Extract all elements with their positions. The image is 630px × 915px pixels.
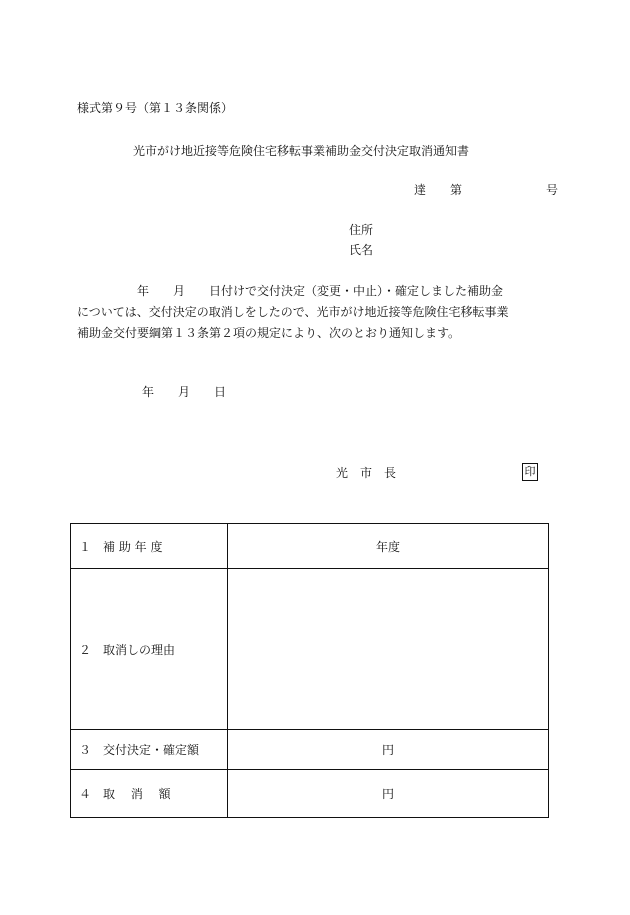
table-row xyxy=(71,524,549,569)
cancelled-amount-value: 円 xyxy=(228,770,549,818)
document-title: 光市がけ地近接等危険住宅移転事業補助金交付決定取消通知書 xyxy=(133,144,470,158)
form-number: 様式第９号（第１３条関係） xyxy=(77,101,234,115)
document-reference: 達 第 号 xyxy=(414,183,559,197)
name-label: 氏名 xyxy=(349,243,374,257)
seal-mark: 印 xyxy=(522,463,538,481)
approved-amount-value: 円 xyxy=(228,730,549,770)
approved-amount-label: ３ 交付決定・確定額 xyxy=(71,730,228,770)
issue-date: 年 月 日 xyxy=(142,385,227,399)
body-line: 年 月 日付けで交付決定（変更・中止）・確定しました補助金 xyxy=(77,284,504,298)
subsidy-year-value: 年度 xyxy=(228,524,549,569)
issuer-name: 光 市 長 xyxy=(336,466,397,480)
cancellation-reason-value xyxy=(228,569,549,730)
subsidy-year-label: １ 補 助 年 度 xyxy=(71,524,228,569)
body-line: については、交付決定の取消しをしたので、光市がけ地近接等危険住宅移転事業 xyxy=(77,305,509,319)
details-table xyxy=(70,523,549,818)
body-line: 補助金交付要綱第１３条第２項の規定により、次のとおり通知します。 xyxy=(77,326,461,340)
cancellation-reason-label: ２ 取消しの理由 xyxy=(71,569,228,730)
table-row xyxy=(71,569,549,730)
cancelled-amount-label: ４ 取 消 額 xyxy=(71,770,228,818)
address-label: 住所 xyxy=(349,223,374,237)
table-row xyxy=(71,730,549,770)
table-row xyxy=(71,770,549,818)
